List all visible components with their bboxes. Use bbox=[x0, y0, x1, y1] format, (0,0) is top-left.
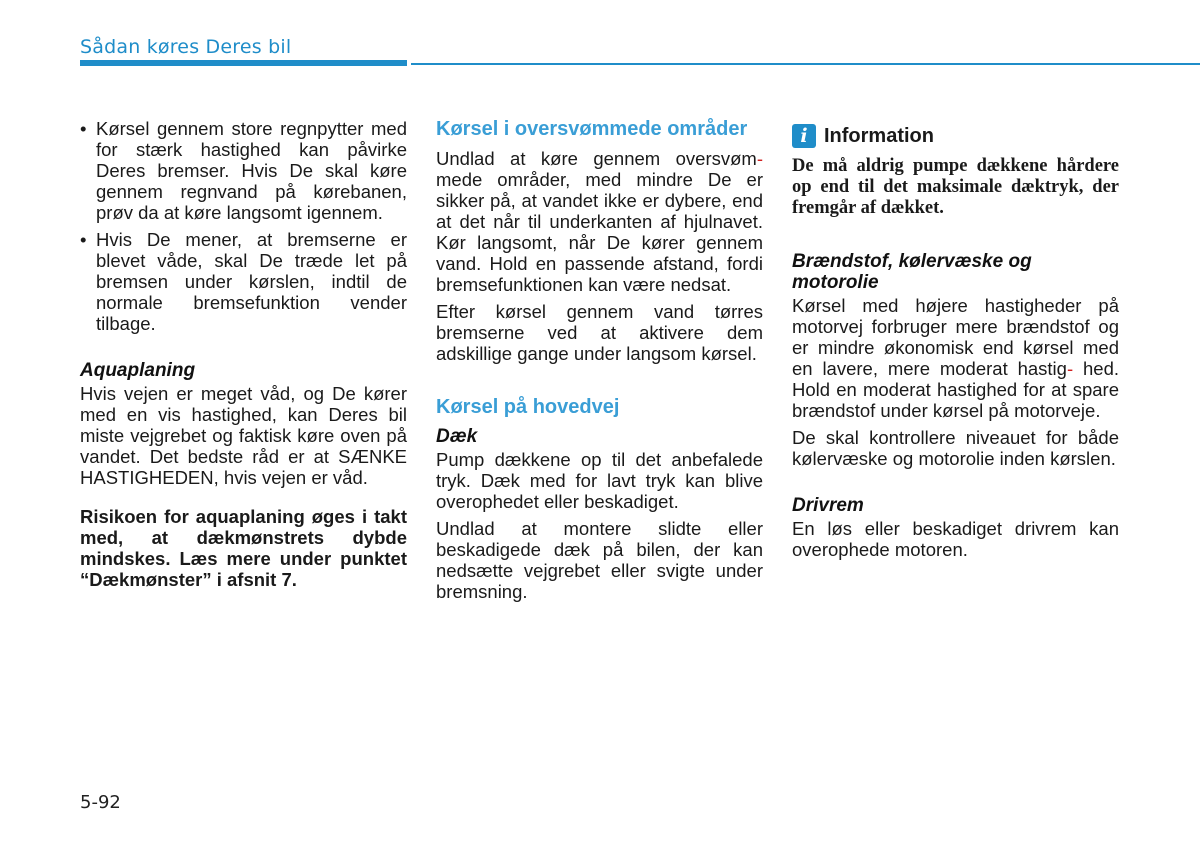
flood-heading: Kørsel i oversvømmede områder bbox=[436, 118, 748, 140]
tires-paragraph-1: Pump dækkene op til det anbefalede tryk. Dæk med for lavt tryk kan blive overophedet eller beskadiget. bbox=[436, 449, 763, 512]
list-item: • Hvis De mener, at bremserne er blevet våde, skal De træde let på bremsen under kørslen, indtil de normale bremsefunktion vender tilbage. bbox=[80, 229, 407, 334]
flood-paragraph-1: Undlad at køre gennem oversvøm- mede områder, med mindre De er sikker på, at vandet ikke er dybere, end at det når til underkanten af hjulnavet. Kør langsomt, når De kører gennem vand. Hold en passende afstand, fordi bremsefunktionen kan være nedsat. bbox=[436, 148, 763, 295]
header-rule-thick bbox=[80, 60, 407, 66]
highway-heading: Kørsel på hovedvej bbox=[436, 396, 620, 418]
information-title: Information bbox=[824, 124, 934, 147]
section-title: Sådan køres Deres bil bbox=[80, 36, 292, 58]
fuel-paragraph-2: De skal kontrollere niveauet for både kølervæske og motorolie inden kørslen. bbox=[792, 427, 1119, 469]
header-rule-thin bbox=[411, 63, 1200, 65]
aquaplaning-warning: Risikoen for aquaplaning øges i takt med, at dækmønstrets dybde mindskes. Læs mere under punktet “Dækmønster” i afsnit 7. bbox=[80, 506, 407, 590]
drive-belt-heading: Drivrem bbox=[792, 495, 864, 516]
column-left bbox=[80, 118, 407, 596]
drive-belt-text: En løs eller beskadiget drivrem kan overophede motoren. bbox=[792, 518, 1119, 560]
aquaplaning-heading: Aquaplaning bbox=[80, 360, 196, 381]
fuel-heading: Brændstof, kølervæske og motorolie bbox=[792, 251, 1032, 293]
column-middle bbox=[436, 118, 763, 608]
tires-heading: Dæk bbox=[436, 426, 478, 447]
aquaplaning-text: Hvis vejen er meget våd, og De kører med en vis hastighed, kan Deres bil miste vejgrebet og faktisk køre oven på vandet. Det bedste råd er at SÆNKE HASTIGHEDEN, hvis vejen er våd. bbox=[80, 383, 407, 488]
information-header bbox=[792, 124, 1119, 148]
info-icon: i bbox=[792, 124, 816, 148]
fuel-paragraph-1: Kørsel med højere hastigheder på motorvej forbruger mere brændstof og er mindre økonomisk end kørsel med en lavere, mere moderat hastig- hed. Hold en moderat hastighed for at spare brændstof under kørsel på motorveje. bbox=[792, 295, 1120, 421]
page-number: 5-92 bbox=[80, 792, 121, 813]
tires-paragraph-2: Undlad at montere slidte eller beskadigede dæk på bilen, der kan nedsætte vejgrebet eller svigte under bremsning. bbox=[436, 518, 763, 602]
information-text: De må aldrig pumpe dækkene hårdere op end til det maksimale dæktryk, der fremgår af dækket. bbox=[792, 156, 1119, 218]
bullet-list bbox=[80, 118, 407, 334]
column-right bbox=[792, 118, 1119, 566]
flood-paragraph-2: Efter kørsel gennem vand tørres bremserne ved at aktivere dem adskillige gange under langsom kørsel. bbox=[436, 301, 763, 364]
list-item: • Kørsel gennem store regnpytter med for stærk hastighed kan påvirke Deres bremser. Hvis De skal køre gennem regnvand på kørebanen, prøv da at køre langsomt igennem. bbox=[80, 118, 407, 223]
